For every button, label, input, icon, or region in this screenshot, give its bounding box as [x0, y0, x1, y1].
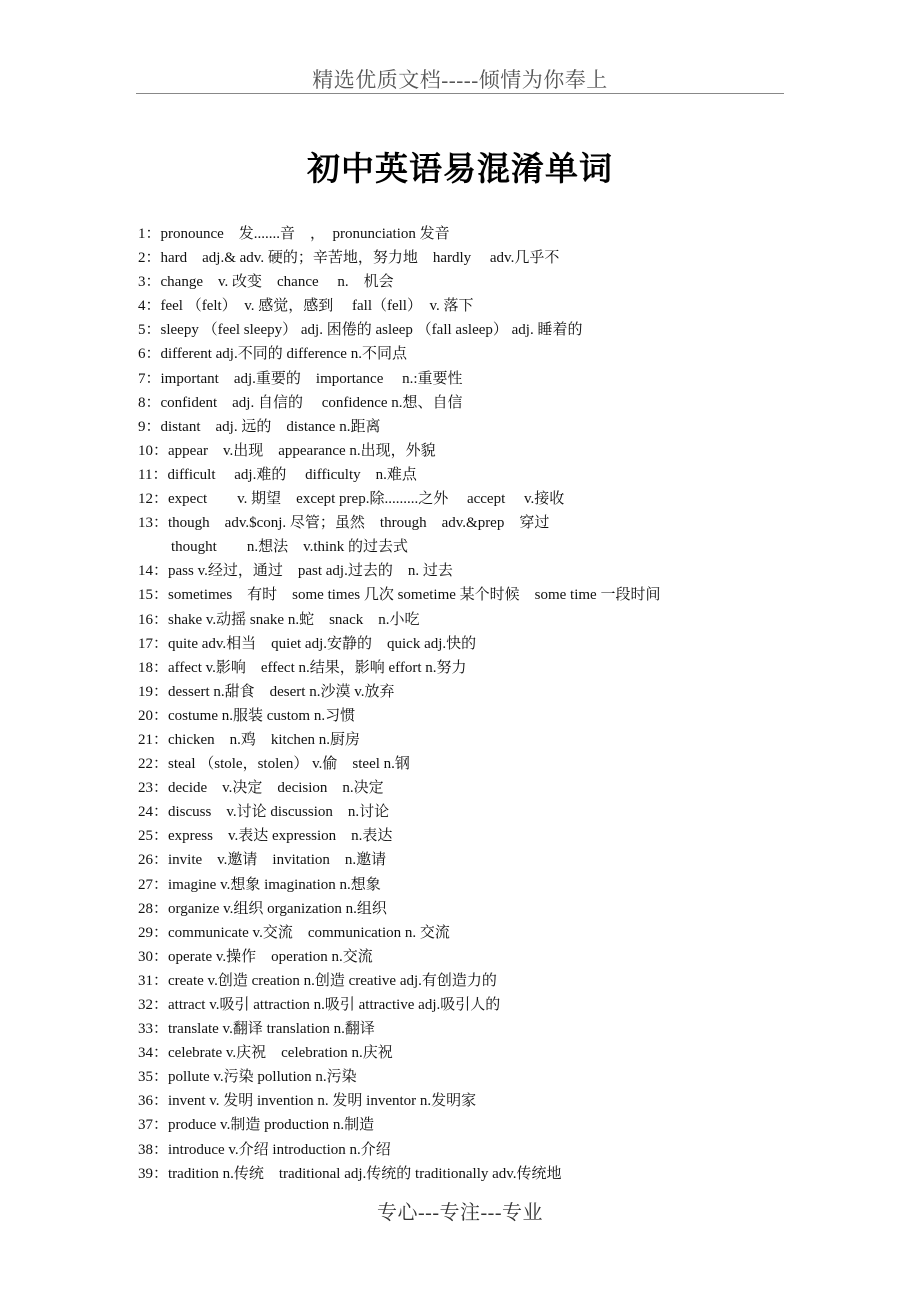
- word-list: [138, 222, 838, 1186]
- word-entry-32: 32：attract v.吸引 attraction n.吸引 attractive adj.吸引人的: [138, 997, 501, 1013]
- word-entry-37: 37：produce v.制造 production n.制造: [138, 1117, 375, 1134]
- document-title: 初中英语易混淆单词: [307, 152, 613, 188]
- word-entry-31: 31：create v.创造 creation n.创造 creative adj.有创造力的: [138, 972, 497, 989]
- word-entry-13: 13：though adv.$conj. 尽管；虽然 through adv.&prep 穿过: [138, 515, 550, 532]
- word-entry-24: 24：discuss v.讨论 discussion n.讨论: [138, 804, 390, 821]
- word-entry-27: 27：imagine v.想象 imagination n.想象: [138, 876, 381, 893]
- word-entry-1: 1：pronounce 发.......音 ， pronunciation 发音: [138, 226, 450, 242]
- word-entry-21: 21：chicken n.鸡 kitchen n.厨房: [138, 731, 361, 748]
- word-entry-20: 20：costume n.服装 custom n.习惯: [138, 707, 356, 724]
- word-entry-13-continued: thought n.想法 v.think 的过去式: [171, 539, 408, 556]
- word-entry-16: 16：shake v.动摇 snake n.蛇 snack n.小吃: [138, 611, 420, 628]
- word-entry-39: 39：tradition n.传统 traditional adj.传统的 traditionally adv.传统地: [138, 1165, 562, 1182]
- word-entry-5: 5：sleepy （feel sleepy） adj. 困倦的 asleep （fall asleep） adj. 睡着的: [138, 322, 583, 339]
- word-entry-17: 17：quite adv.相当 quiet adj.安静的 quick adj.快的: [138, 635, 477, 652]
- word-entry-28: 28：organize v.组织 organization n.组织: [138, 900, 387, 917]
- word-entry-11: 11：difficult adj.难的 difficulty n.难点: [138, 466, 417, 483]
- word-entry-22: 22：steal （stole，stolen） v.偷 steel n.钢: [138, 756, 410, 773]
- word-entry-4: 4：feel （felt） v. 感觉，感到 fall（fell） v. 落下: [138, 298, 474, 315]
- word-entry-8: 8：confident adj. 自信的 confidence n.想、自信: [138, 394, 463, 411]
- word-entry-3: 3：change v. 改变 chance n. 机会: [138, 274, 394, 291]
- word-entry-18: 18：affect v.影响 effect n.结果，影响 effort n.努力: [138, 659, 467, 676]
- word-entry-35: 35：pollute v.污染 pollution n.污染: [138, 1069, 357, 1086]
- word-entry-7: 7：important adj.重要的 importance n.:重要性: [138, 370, 463, 387]
- word-entry-23: 23：decide v.决定 decision n.决定: [138, 780, 384, 797]
- word-entry-29: 29：communicate v.交流 communication n. 交流: [138, 924, 450, 941]
- page-header: 精选优质文档-----倾情为你奉上: [312, 68, 608, 92]
- word-entry-19: 19：dessert n.甜食 desert n.沙漠 v.放弃: [138, 683, 395, 700]
- word-entry-36: 36：invent v. 发明 invention n. 发明 inventor n.发明家: [138, 1093, 477, 1110]
- word-entry-14: 14：pass v.经过，通过 past adj.过去的 n. 过去: [138, 563, 453, 580]
- word-entry-10: 10：appear v.出现 appearance n.出现，外貌: [138, 442, 436, 459]
- word-entry-9: 9：distant adj. 远的 distance n.距离: [138, 418, 381, 435]
- word-entry-38: 38：introduce v.介绍 introduction n.介绍: [138, 1141, 391, 1158]
- word-entry-34: 34：celebrate v.庆祝 celebration n.庆祝: [138, 1045, 393, 1062]
- word-entry-25: 25：express v.表达 expression n.表达: [138, 828, 393, 845]
- page-footer: 专心---专注---专业: [377, 1202, 543, 1224]
- word-entry-2: 2：hard adj.& adv. 硬的；辛苦地，努力地 hardly adv.几乎不: [138, 250, 560, 267]
- word-entry-30: 30：operate v.操作 operation n.交流: [138, 948, 373, 965]
- header-divider: [136, 93, 784, 94]
- word-entry-6: 6：different adj.不同的 difference n.不同点: [138, 346, 407, 363]
- word-entry-12: 12：expect v. 期望 except prep.除.........之外 accept v.接收: [138, 491, 565, 508]
- word-entry-15: 15：sometimes 有时 some times 几次 sometime 某个时候 some time 一段时间: [138, 587, 661, 604]
- word-entry-33: 33：translate v.翻译 translation n.翻译: [138, 1021, 375, 1038]
- word-entry-26: 26：invite v.邀请 invitation n.邀请: [138, 852, 387, 869]
